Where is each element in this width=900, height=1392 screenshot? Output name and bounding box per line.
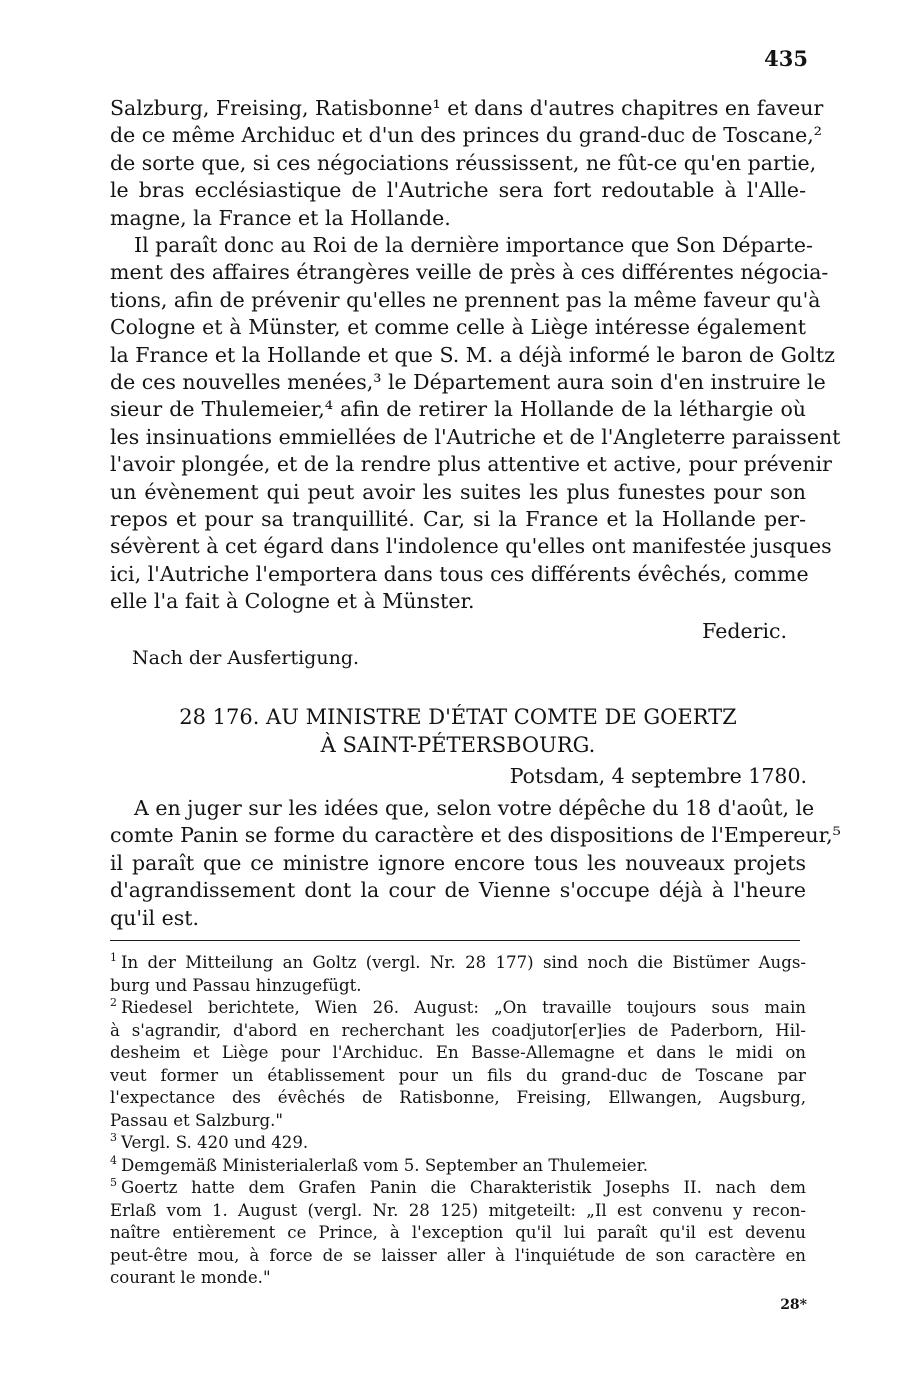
footnote-text: Riedesel berichtete, Wien 26. August: „On travaille toujours sous main — [121, 998, 806, 1017]
footnote-4 — [110, 1155, 806, 1178]
footnote-number: 2 — [110, 996, 117, 1010]
text-line: sévèrent à cet égard dans l'indolence qu'elles ont manifestée jusques — [110, 534, 832, 559]
signature: Federic. — [702, 619, 787, 643]
paragraph-1 — [110, 95, 824, 232]
text-line: magne, la France et la Hollande. — [110, 205, 451, 230]
footnote-line — [110, 1087, 806, 1110]
footnote-rule — [110, 940, 800, 941]
footnote-text: peut-être mou, à force de se laisser aller à l'inquiétude de son caractère en — [110, 1245, 806, 1265]
footnote-line — [110, 975, 806, 998]
text-line: comte Panin se forme du caractère et des dispositions de l'Empereur,⁵ — [110, 823, 841, 848]
footnote-line — [110, 1155, 806, 1178]
text-line: sieur de Thulemeier,⁴ afin de retirer la Hollande de la léthargie où — [110, 397, 806, 422]
footnote-3 — [110, 1132, 806, 1155]
text-line: il paraît que ce ministre ignore encore tous les nouveaux projets — [110, 850, 806, 875]
footnote-text: burg und Passau hinzugefügt. — [110, 975, 362, 995]
text-line: d'agrandissement dont la cour de Vienne s'occupe déjà à l'heure — [110, 878, 806, 903]
footnote-text: In der Mitteilung an Goltz (vergl. Nr. 28 177) sind noch die Bistümer Augs- — [121, 953, 806, 972]
footnote-text: Demgemäß Ministerialerlaß vom 5. September an Thulemeier. — [121, 1155, 648, 1175]
text-line: ici, l'Autriche l'emportera dans tous ces différents évêchés, comme — [110, 561, 809, 586]
text-line: le bras ecclésiastique de l'Autriche sera fort redoutable à l'Alle- — [110, 178, 806, 203]
footnote-text: veut former un établissement pour un fils du grand-duc de Toscane par — [110, 1065, 806, 1085]
letter-heading-line-2: À SAINT-PÉTERSBOURG. — [320, 733, 596, 757]
footnote-number: 5 — [110, 1176, 117, 1190]
paragraph-3 — [110, 795, 841, 932]
footnote-text: Erlaß vom 1. August (vergl. Nr. 28 125) mitgeteilt: „Il est convenu y recon- — [110, 1200, 806, 1220]
text-line: Il paraît donc au Roi de la dernière importance que Son Départe- — [134, 233, 813, 257]
text-line: repos et pour sa tranquillité. Car, si la France et la Hollande per- — [110, 506, 806, 531]
footnote-line — [110, 1132, 806, 1155]
footnote-line — [110, 1065, 806, 1088]
text-line: elle l'a fait à Cologne et à Münster. — [110, 589, 475, 614]
text-line: A en juger sur les idées que, selon votre dépêche du 18 d'août, le — [134, 796, 815, 820]
text-line: de ce même Archiduc et d'un des princes du grand-duc de Toscane,² — [110, 123, 822, 148]
footnote-text: courant le monde." — [110, 1268, 271, 1287]
text-line: Cologne et à Münster, et comme celle à Liège intéresse également — [110, 315, 806, 340]
text-line: de sorte que, si ces négociations réussissent, ne fût-ce qu'en partie, — [110, 150, 817, 175]
text-line: les insinuations emmiellées de l'Autriche et de l'Angleterre paraissent — [110, 424, 841, 449]
dateline: Potsdam, 4 septembre 1780. — [509, 764, 807, 788]
footnote-line — [110, 1222, 806, 1245]
footnote-2 — [110, 997, 806, 1132]
source-note: Nach der Ausfertigung. — [132, 647, 360, 669]
footnote-text: naître entièrement ce Prince, à l'exception qu'il lui paraît qu'il est devenu — [110, 1223, 806, 1242]
footnote-text: l'expectance des évêchés de Ratisbonne, Freising, Ellwangen, Augsburg, — [110, 1088, 806, 1107]
footnote-line — [110, 1177, 806, 1200]
footnote-5 — [110, 1177, 806, 1290]
letter-heading-line-1: 28 176. AU MINISTRE D'ÉTAT COMTE DE GOERTZ — [179, 705, 737, 729]
text-line: Salzburg, Freising, Ratisbonne¹ et dans d'autres chapitres en faveur — [110, 96, 824, 120]
footnote-line — [110, 1042, 806, 1065]
footnote-line — [110, 1267, 806, 1290]
paragraph-2 — [110, 232, 841, 615]
footnotes — [110, 952, 806, 1290]
footnote-1 — [110, 952, 806, 997]
text-line: de ces nouvelles menées,³ le Département aura soin d'en instruire le — [110, 369, 826, 394]
footnote-text: à s'agrandir, d'abord en recherchant les coadjutor[er]ies de Paderborn, Hil- — [110, 1020, 806, 1040]
footnote-line — [110, 1200, 806, 1223]
footnote-text: Goertz hatte dem Grafen Panin die Charakteristik Josephs II. nach dem — [121, 1178, 806, 1197]
footnote-text: Passau et Salzburg." — [110, 1110, 284, 1130]
text-line: la France et la Hollande et que S. M. a déjà informé le baron de Goltz — [110, 342, 835, 367]
footnote-line — [110, 1020, 806, 1043]
text-line: ment des affaires étrangères veille de près à ces différentes négocia- — [110, 260, 829, 285]
text-line: l'avoir plongée, et de la rendre plus attentive et active, pour prévenir — [110, 452, 832, 477]
footnote-text: Vergl. S. 420 und 429. — [121, 1133, 309, 1152]
footnote-number: 3 — [110, 1131, 117, 1145]
footnote-line — [110, 1110, 806, 1133]
text-line: un évènement qui peut avoir les suites les plus funestes pour son — [110, 479, 806, 504]
footnote-line — [110, 952, 806, 975]
text-line: tions, afin de prévenir qu'elles ne prennent pas la même faveur qu'à — [110, 287, 821, 312]
footnote-text: desheim et Liège pour l'Archiduc. En Basse-Allemagne et dans le midi on — [110, 1043, 806, 1062]
page-number: 435 — [764, 46, 808, 71]
footnote-number: 1 — [110, 951, 117, 965]
sheet-signature: 28* — [780, 1297, 807, 1313]
footnote-line — [110, 997, 806, 1020]
footnote-line — [110, 1245, 806, 1268]
footnote-number: 4 — [110, 1153, 117, 1167]
text-line: qu'il est. — [110, 905, 199, 930]
